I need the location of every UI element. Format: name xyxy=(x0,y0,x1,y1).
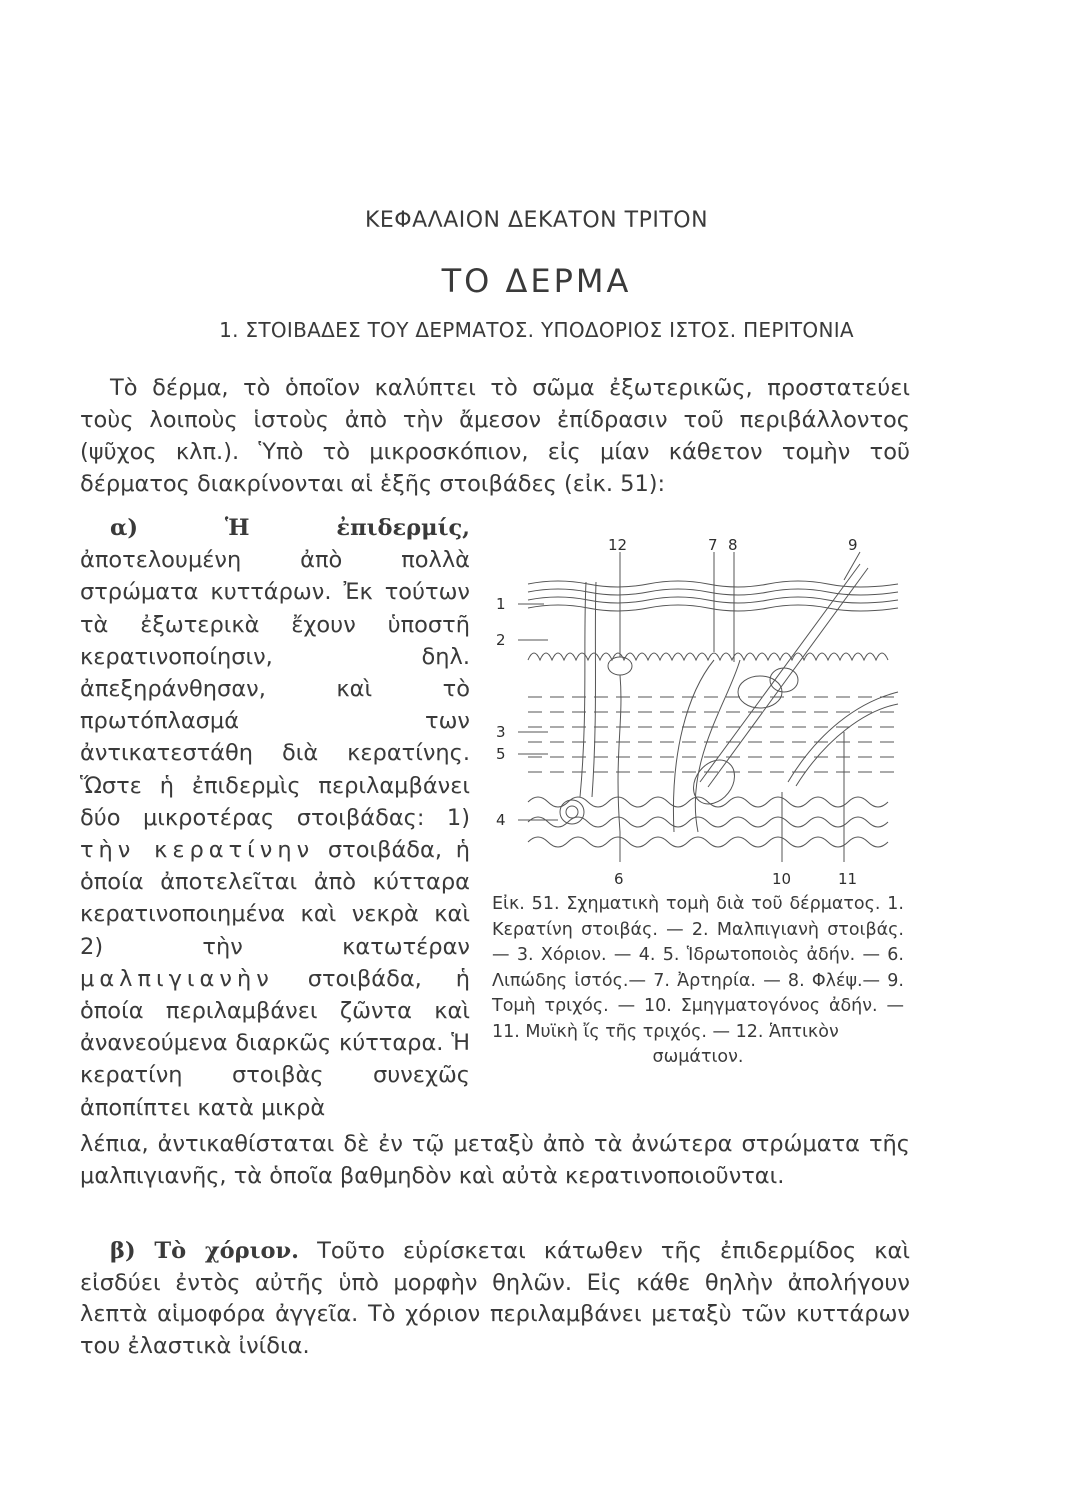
epidermis-text-2: στοιβάδα, ἡ ὁποία ἀποτελεῖται ἀπὸ κύτταρα κερατινοποιημένα καὶ νεκρὰ καὶ 2) τὴν κατωτέραν xyxy=(80,837,471,960)
figure-label-10: 10 xyxy=(772,870,792,888)
intro-paragraph xyxy=(80,372,910,500)
figure-label-11: 11 xyxy=(838,870,858,888)
figure-caption-end: σωμάτιον. xyxy=(652,1047,744,1067)
figure-label-3: 3 xyxy=(496,723,506,741)
figure-label-6: 6 xyxy=(614,870,624,888)
intro-text: Τὸ δέρμα, τὸ ὁποῖον καλύπτει τὸ σῶμα ἐξωτερικῶς, προστατεύει τοὺς λοιποὺς ἱστοὺς ἀπὸ τὴν ἄμεσον ἐπίδρασιν τοῦ περιβάλλοντος (ψῦχος κλπ.). Ὑπὸ τὸ μικροσκόπιον, εἰς μίαν κάθετον τομὴν τοῦ δέρματος διακρίνονται αἱ ἑξῆς στοιβάδες (εἰκ. 51): xyxy=(80,375,910,497)
skin-section-figure xyxy=(488,532,908,892)
section-heading: 1. ΣΤΟΙΒΑΔΕΣ ΤΟΥ ΔΕΡΜΑΤΟΣ. ΥΠΟΔΟΡΙΟΣ ΙΣΤΟΣ. ΠΕΡΙΤΟΝΙΑ xyxy=(219,318,854,342)
figure-label-7: 7 xyxy=(708,536,718,554)
chapter-heading: ΚΕΦΑΛΑΙΟΝ ΔΕΚΑΤΟΝ ΤΡΙΤΟΝ xyxy=(364,208,709,233)
epidermis-text-1: ἀποτελουμένη ἀπὸ πολλὰ στρώματα κυττάρων. Ἐκ τούτων τὰ ἐξωτερικὰ ἔχουν ὑποστῆ κερατινοποίησιν, δηλ. ἀπεξηράνθησαν, καὶ τὸ πρωτόπλασμά των ἀντικατεστάθη διὰ κερατίνης. Ὥστε ἡ ἐπιδερμὶς περιλαμβάνει δύο μικροτέρας στοιβάδας: 1) xyxy=(80,547,470,831)
figure-label-4: 4 xyxy=(496,811,506,829)
skin-diagram xyxy=(488,532,908,892)
epidermis-heading: α) Ἡ ἐπιδερμίς, xyxy=(110,515,470,541)
term-malpighian-layer: μαλπιγιανὴν xyxy=(80,965,274,992)
figure-caption xyxy=(492,892,904,1071)
figure-label-2: 2 xyxy=(496,631,506,649)
figure-label-9: 9 xyxy=(848,536,858,554)
epidermis-text-3: στοιβάδα, ἡ ὁποία περιλαμβάνει ζῶντα καὶ ἀνανεούμενα διαρκῶς κύτταρα. Ἡ κερατίνη στοιβὰς συνεχῶς ἀποπίπτει κατὰ μικρὰ xyxy=(80,965,470,1121)
figure-caption-text: Εἰκ. 51. Σχηματικὴ τομὴ διὰ τοῦ δέρματος. 1. Κερατίνη στοιβάς. — 2. Μαλπιγιανὴ στοιβάς. — 3. Χόριον. — 4. 5. Ἱδρωτοποιὸς ἀδήν. — 6. Λιπώδης ἱστός.— 7. Ἀρτηρία. — 8. Φλέψ.— 9. Τομὴ τριχός. — 10. Σμηγματογόνος ἀδήν. — 11. Μυϊκὴ ἴς τῆς τριχός. — 12. Ἁπτικὸν xyxy=(492,894,904,1042)
epidermis-paragraph xyxy=(80,512,470,1124)
chorion-heading: β) Τὸ χόριον. xyxy=(110,1238,299,1264)
figure-label-5: 5 xyxy=(496,745,506,763)
epidermis-continuation: λέπια, ἀντικαθίσταται δὲ ἐν τῷ μεταξὺ ἀπὸ τὰ ἀνώτερα στρώματα τῆς μαλπιγιανῆς, τὰ ὁποῖα βαθμηδὸν καὶ αὐτὰ κερατινοποιοῦνται. xyxy=(80,1131,910,1189)
figure-label-12: 12 xyxy=(608,536,628,554)
chorion-paragraph xyxy=(80,1236,910,1362)
page-title: ΤΟ ΔΕΡΜΑ xyxy=(441,262,632,300)
figure-label-8: 8 xyxy=(728,536,738,554)
term-keratin-layer: τὴν κερατίνην xyxy=(80,837,315,864)
figure-label-1: 1 xyxy=(496,595,506,613)
chorion-text: Τοῦτο εὑρίσκεται κάτωθεν τῆς ἐπιδερμίδος καὶ εἰσδύει ἐντὸς αὐτῆς ὑπὸ μορφὴν θηλῶν. Εἰς κάθε θηλὴν ἀπολήγουν λεπτὰ αἱμοφόρα ἀγγεῖα. Τὸ χόριον περιλαμβάνει μεταξὺ τῶν κυττάρων του ἐλαστικὰ ἰνίδια. xyxy=(80,1238,910,1359)
